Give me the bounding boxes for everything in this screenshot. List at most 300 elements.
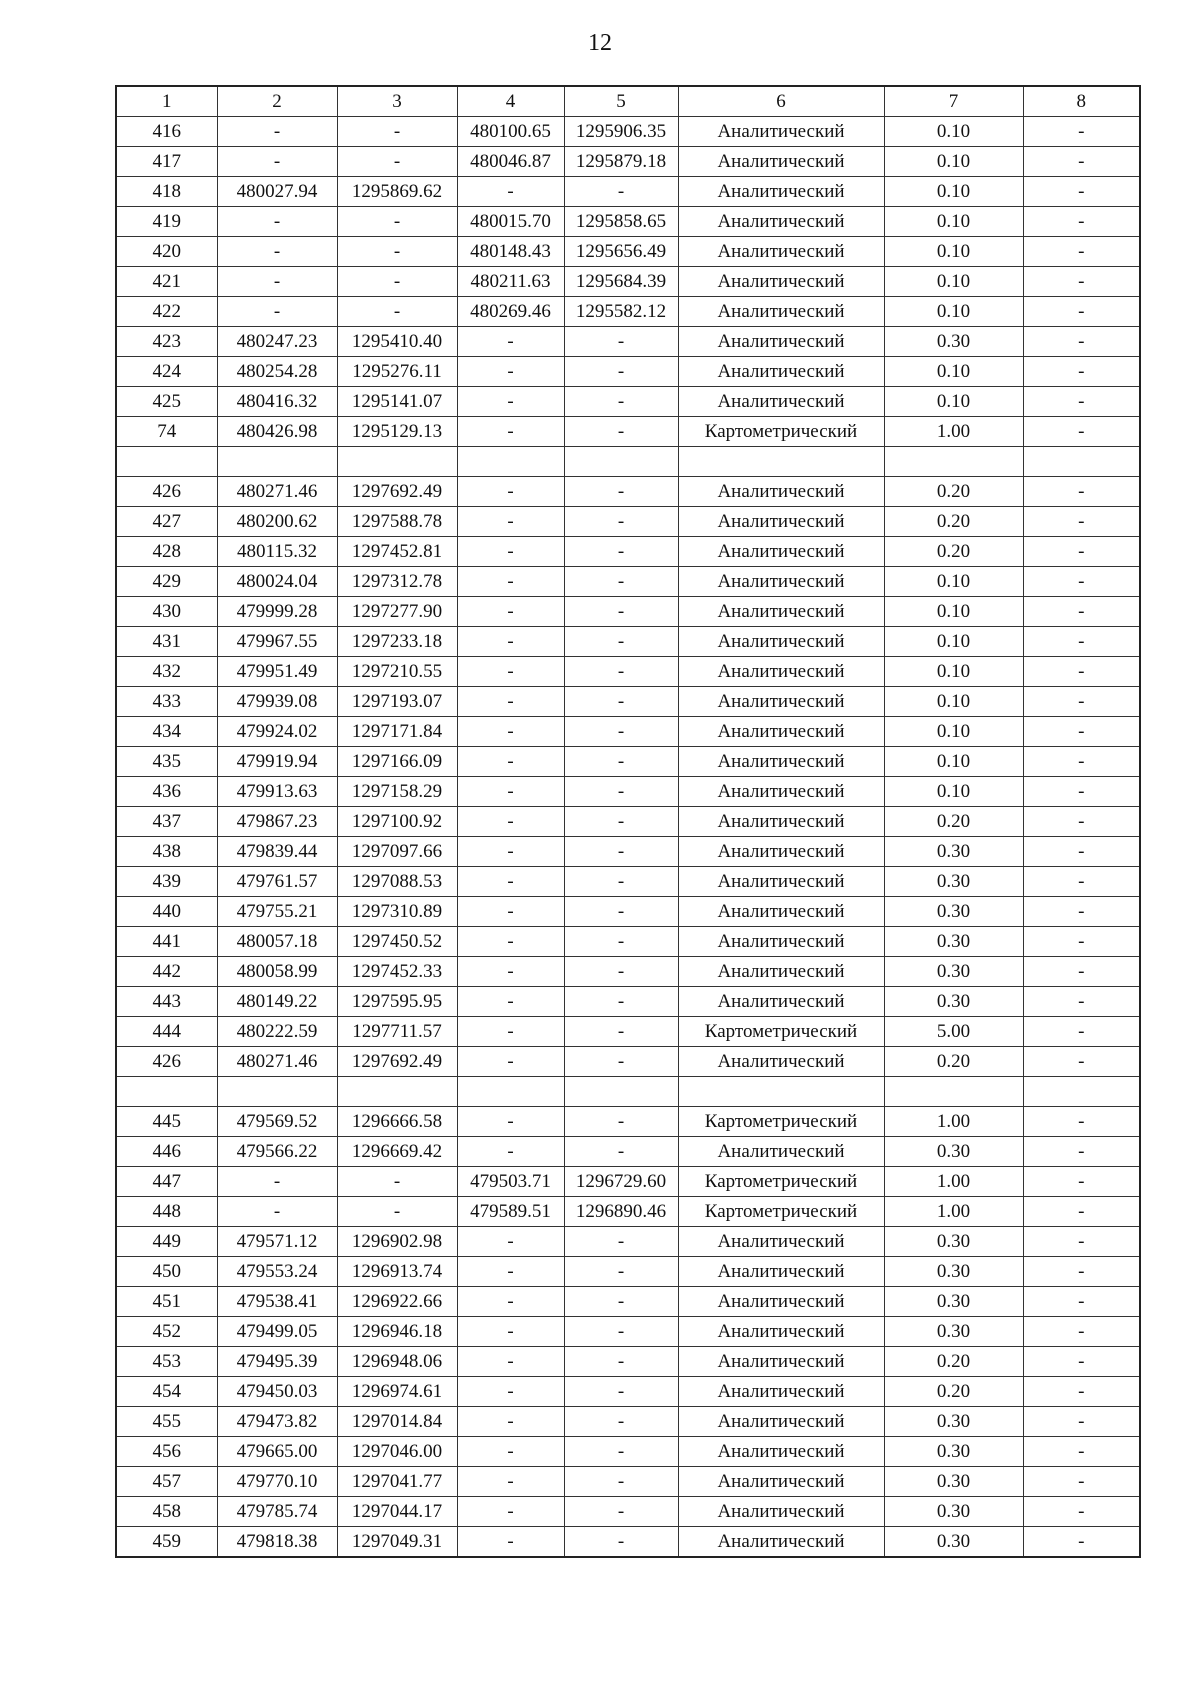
cell-point-number: 419: [116, 207, 217, 237]
table-row: [116, 177, 1140, 207]
table-row: [116, 597, 1140, 627]
cell-y-coordinate: -: [337, 207, 457, 237]
cell-point-number: 418: [116, 177, 217, 207]
cell-point-number: 449: [116, 1227, 217, 1257]
cell-accuracy: 0.30: [884, 1137, 1023, 1167]
cell-method: Аналитический: [678, 1527, 884, 1558]
cell-point-number: 441: [116, 927, 217, 957]
cell-x-coordinate-new: -: [457, 1467, 564, 1497]
cell-x-coordinate: 480027.94: [217, 177, 337, 207]
cell-y-coordinate-new: -: [564, 1317, 678, 1347]
cell-method: Аналитический: [678, 297, 884, 327]
cell-y-coordinate-new: -: [564, 957, 678, 987]
cell-note: -: [1023, 147, 1140, 177]
cell-x-coordinate-new: -: [457, 747, 564, 777]
cell-note: -: [1023, 1377, 1140, 1407]
cell-point-number: 454: [116, 1377, 217, 1407]
column-header-8: 8: [1023, 86, 1140, 117]
cell-y-coordinate-new: -: [564, 567, 678, 597]
cell-y-coordinate: 1296669.42: [337, 1137, 457, 1167]
cell-x-coordinate-new: -: [457, 507, 564, 537]
table-row: [116, 447, 1140, 477]
cell-y-coordinate-new: [564, 1077, 678, 1107]
table-row: [116, 567, 1140, 597]
cell-x-coordinate: 479538.41: [217, 1287, 337, 1317]
cell-x-coordinate-new: -: [457, 477, 564, 507]
cell-method: Аналитический: [678, 567, 884, 597]
cell-x-coordinate: 480222.59: [217, 1017, 337, 1047]
cell-accuracy: 1.00: [884, 417, 1023, 447]
cell-point-number: 428: [116, 537, 217, 567]
cell-accuracy: 0.20: [884, 477, 1023, 507]
cell-accuracy: 0.10: [884, 387, 1023, 417]
cell-y-coordinate: 1297310.89: [337, 897, 457, 927]
cell-y-coordinate-new: -: [564, 387, 678, 417]
cell-y-coordinate-new: [564, 447, 678, 477]
cell-x-coordinate: 479473.82: [217, 1407, 337, 1437]
cell-x-coordinate-new: -: [457, 717, 564, 747]
cell-point-number: 429: [116, 567, 217, 597]
cell-point-number: 434: [116, 717, 217, 747]
cell-note: -: [1023, 627, 1140, 657]
cell-x-coordinate-new: -: [457, 1257, 564, 1287]
cell-point-number: 421: [116, 267, 217, 297]
cell-point-number: [116, 1077, 217, 1107]
table-row: [116, 687, 1140, 717]
cell-x-coordinate: 480271.46: [217, 1047, 337, 1077]
cell-method: Аналитический: [678, 477, 884, 507]
cell-accuracy: 0.10: [884, 207, 1023, 237]
cell-y-coordinate: 1297088.53: [337, 867, 457, 897]
cell-x-coordinate-new: -: [457, 327, 564, 357]
cell-y-coordinate: 1297046.00: [337, 1437, 457, 1467]
table-row: [116, 327, 1140, 357]
cell-x-coordinate: 479839.44: [217, 837, 337, 867]
cell-point-number: 417: [116, 147, 217, 177]
cell-y-coordinate: 1296913.74: [337, 1257, 457, 1287]
cell-x-coordinate: 479665.00: [217, 1437, 337, 1467]
table-row: [116, 417, 1140, 447]
cell-method: Аналитический: [678, 507, 884, 537]
cell-method: Аналитический: [678, 1347, 884, 1377]
cell-x-coordinate-new: 480046.87: [457, 147, 564, 177]
cell-method: Аналитический: [678, 177, 884, 207]
cell-accuracy: 0.30: [884, 1437, 1023, 1467]
cell-x-coordinate-new: -: [457, 837, 564, 867]
cell-note: [1023, 1077, 1140, 1107]
cell-note: -: [1023, 897, 1140, 927]
cell-x-coordinate-new: -: [457, 177, 564, 207]
cell-point-number: 437: [116, 807, 217, 837]
cell-point-number: 443: [116, 987, 217, 1017]
cell-note: -: [1023, 1527, 1140, 1558]
cell-x-coordinate: 479495.39: [217, 1347, 337, 1377]
cell-point-number: 74: [116, 417, 217, 447]
cell-method: Аналитический: [678, 1257, 884, 1287]
cell-x-coordinate-new: -: [457, 1287, 564, 1317]
cell-note: -: [1023, 657, 1140, 687]
cell-y-coordinate-new: -: [564, 177, 678, 207]
cell-x-coordinate: 480115.32: [217, 537, 337, 567]
cell-y-coordinate: 1297450.52: [337, 927, 457, 957]
cell-note: -: [1023, 1017, 1140, 1047]
cell-method: Аналитический: [678, 1227, 884, 1257]
table-row: [116, 507, 1140, 537]
table-row: [116, 147, 1140, 177]
cell-y-coordinate-new: -: [564, 627, 678, 657]
cell-y-coordinate: -: [337, 1197, 457, 1227]
cell-accuracy: 0.10: [884, 297, 1023, 327]
cell-note: -: [1023, 537, 1140, 567]
cell-y-coordinate-new: -: [564, 1047, 678, 1077]
cell-x-coordinate: 480058.99: [217, 957, 337, 987]
cell-note: -: [1023, 387, 1140, 417]
cell-accuracy: 0.30: [884, 1257, 1023, 1287]
cell-y-coordinate-new: -: [564, 597, 678, 627]
cell-accuracy: 0.20: [884, 1047, 1023, 1077]
cell-y-coordinate: 1296922.66: [337, 1287, 457, 1317]
table-row: [116, 897, 1140, 927]
cell-point-number: 453: [116, 1347, 217, 1377]
cell-point-number: 442: [116, 957, 217, 987]
cell-y-coordinate-new: -: [564, 897, 678, 927]
header-row: [116, 86, 1140, 117]
cell-accuracy: 0.30: [884, 927, 1023, 957]
cell-y-coordinate-new: -: [564, 1137, 678, 1167]
cell-x-coordinate-new: [457, 447, 564, 477]
table-row: [116, 1497, 1140, 1527]
cell-note: -: [1023, 567, 1140, 597]
cell-accuracy: 0.30: [884, 1287, 1023, 1317]
cell-y-coordinate: 1297711.57: [337, 1017, 457, 1047]
cell-x-coordinate: 479919.94: [217, 747, 337, 777]
cell-y-coordinate-new: -: [564, 1407, 678, 1437]
table-row: [116, 1287, 1140, 1317]
cell-y-coordinate: 1297277.90: [337, 597, 457, 627]
cell-y-coordinate: 1297452.33: [337, 957, 457, 987]
cell-y-coordinate: 1295869.62: [337, 177, 457, 207]
cell-x-coordinate: [217, 1077, 337, 1107]
cell-x-coordinate-new: -: [457, 1377, 564, 1407]
table-row: [116, 1257, 1140, 1287]
cell-accuracy: 0.30: [884, 837, 1023, 867]
cell-y-coordinate-new: -: [564, 807, 678, 837]
cell-method: Аналитический: [678, 1377, 884, 1407]
cell-accuracy: 0.10: [884, 357, 1023, 387]
cell-point-number: 446: [116, 1137, 217, 1167]
cell-note: -: [1023, 1347, 1140, 1377]
cell-point-number: 448: [116, 1197, 217, 1227]
cell-y-coordinate-new: -: [564, 327, 678, 357]
cell-method: Аналитический: [678, 867, 884, 897]
cell-x-coordinate: 480271.46: [217, 477, 337, 507]
cell-x-coordinate-new: -: [457, 927, 564, 957]
cell-x-coordinate: 480416.32: [217, 387, 337, 417]
cell-note: -: [1023, 417, 1140, 447]
cell-x-coordinate-new: -: [457, 867, 564, 897]
table-row: [116, 1227, 1140, 1257]
cell-note: -: [1023, 597, 1140, 627]
cell-method: Аналитический: [678, 807, 884, 837]
cell-accuracy: 0.30: [884, 957, 1023, 987]
cell-y-coordinate: 1296974.61: [337, 1377, 457, 1407]
cell-note: -: [1023, 777, 1140, 807]
cell-y-coordinate-new: 1295906.35: [564, 117, 678, 147]
cell-y-coordinate-new: -: [564, 837, 678, 867]
cell-accuracy: 0.10: [884, 567, 1023, 597]
cell-accuracy: 5.00: [884, 1017, 1023, 1047]
cell-accuracy: 0.10: [884, 687, 1023, 717]
cell-y-coordinate: 1296948.06: [337, 1347, 457, 1377]
column-header-3: 3: [337, 86, 457, 117]
cell-point-number: 423: [116, 327, 217, 357]
cell-accuracy: 1.00: [884, 1107, 1023, 1137]
table-row: [116, 957, 1140, 987]
cell-y-coordinate-new: -: [564, 1257, 678, 1287]
cell-note: -: [1023, 477, 1140, 507]
page-number: 12: [588, 30, 612, 56]
cell-method: Аналитический: [678, 537, 884, 567]
cell-x-coordinate: 479967.55: [217, 627, 337, 657]
cell-x-coordinate: 479566.22: [217, 1137, 337, 1167]
cell-method: [678, 1077, 884, 1107]
cell-method: Аналитический: [678, 687, 884, 717]
cell-point-number: 438: [116, 837, 217, 867]
table-row: [116, 1077, 1140, 1107]
cell-y-coordinate: 1295276.11: [337, 357, 457, 387]
cell-x-coordinate-new: -: [457, 1497, 564, 1527]
cell-x-coordinate: 480254.28: [217, 357, 337, 387]
cell-accuracy: 0.10: [884, 117, 1023, 147]
cell-y-coordinate-new: 1295879.18: [564, 147, 678, 177]
column-header-2: 2: [217, 86, 337, 117]
cell-accuracy: 0.10: [884, 267, 1023, 297]
cell-accuracy: 0.10: [884, 717, 1023, 747]
cell-x-coordinate-new: 480015.70: [457, 207, 564, 237]
cell-y-coordinate: -: [337, 267, 457, 297]
cell-x-coordinate: [217, 447, 337, 477]
table-row: [116, 987, 1140, 1017]
cell-x-coordinate: 480149.22: [217, 987, 337, 1017]
cell-note: -: [1023, 1497, 1140, 1527]
cell-x-coordinate: 479761.57: [217, 867, 337, 897]
cell-method: Аналитический: [678, 1287, 884, 1317]
cell-y-coordinate: 1295410.40: [337, 327, 457, 357]
cell-y-coordinate-new: -: [564, 357, 678, 387]
cell-y-coordinate: 1297692.49: [337, 477, 457, 507]
cell-accuracy: 0.30: [884, 1407, 1023, 1437]
table-row: [116, 1167, 1140, 1197]
cell-point-number: 457: [116, 1467, 217, 1497]
table-row: [116, 477, 1140, 507]
cell-x-coordinate: -: [217, 297, 337, 327]
cell-method: Аналитический: [678, 627, 884, 657]
cell-note: -: [1023, 207, 1140, 237]
cell-point-number: 433: [116, 687, 217, 717]
cell-y-coordinate: 1297233.18: [337, 627, 457, 657]
cell-method: Картометрический: [678, 1197, 884, 1227]
cell-method: Аналитический: [678, 897, 884, 927]
cell-method: Аналитический: [678, 777, 884, 807]
cell-y-coordinate-new: -: [564, 927, 678, 957]
cell-y-coordinate: 1297014.84: [337, 1407, 457, 1437]
cell-accuracy: 0.20: [884, 1347, 1023, 1377]
cell-x-coordinate-new: -: [457, 387, 564, 417]
cell-method: Аналитический: [678, 717, 884, 747]
cell-note: -: [1023, 1197, 1140, 1227]
table-row: [116, 777, 1140, 807]
table-row: [116, 657, 1140, 687]
cell-point-number: 439: [116, 867, 217, 897]
cell-accuracy: 0.10: [884, 747, 1023, 777]
cell-method: Аналитический: [678, 957, 884, 987]
cell-y-coordinate: 1297452.81: [337, 537, 457, 567]
cell-y-coordinate-new: -: [564, 1287, 678, 1317]
cell-note: -: [1023, 1467, 1140, 1497]
cell-note: -: [1023, 117, 1140, 147]
cell-x-coordinate: 479755.21: [217, 897, 337, 927]
column-header-4: 4: [457, 86, 564, 117]
cell-y-coordinate-new: -: [564, 717, 678, 747]
cell-accuracy: 0.30: [884, 1317, 1023, 1347]
cell-x-coordinate: 480024.04: [217, 567, 337, 597]
cell-accuracy: 1.00: [884, 1167, 1023, 1197]
cell-y-coordinate: -: [337, 297, 457, 327]
cell-y-coordinate-new: -: [564, 477, 678, 507]
cell-method: Аналитический: [678, 927, 884, 957]
cell-y-coordinate: -: [337, 237, 457, 267]
cell-point-number: 440: [116, 897, 217, 927]
cell-point-number: 444: [116, 1017, 217, 1047]
cell-y-coordinate-new: -: [564, 1227, 678, 1257]
cell-accuracy: [884, 1077, 1023, 1107]
cell-x-coordinate-new: -: [457, 777, 564, 807]
cell-point-number: 458: [116, 1497, 217, 1527]
cell-note: -: [1023, 867, 1140, 897]
cell-accuracy: 0.30: [884, 987, 1023, 1017]
cell-x-coordinate: 479571.12: [217, 1227, 337, 1257]
cell-x-coordinate-new: -: [457, 1437, 564, 1467]
table-row: [116, 1107, 1140, 1137]
table-header: [116, 86, 1140, 117]
cell-y-coordinate-new: -: [564, 747, 678, 777]
cell-x-coordinate-new: -: [457, 657, 564, 687]
cell-y-coordinate: -: [337, 147, 457, 177]
cell-point-number: 420: [116, 237, 217, 267]
cell-x-coordinate: -: [217, 147, 337, 177]
cell-y-coordinate: 1297049.31: [337, 1527, 457, 1558]
table-row: [116, 807, 1140, 837]
cell-x-coordinate-new: -: [457, 957, 564, 987]
cell-point-number: 424: [116, 357, 217, 387]
cell-note: -: [1023, 507, 1140, 537]
table-row: [116, 1317, 1140, 1347]
cell-x-coordinate: 479553.24: [217, 1257, 337, 1287]
cell-y-coordinate-new: 1295582.12: [564, 297, 678, 327]
table-row: [116, 837, 1140, 867]
cell-x-coordinate-new: -: [457, 627, 564, 657]
cell-y-coordinate: 1296666.58: [337, 1107, 457, 1137]
cell-accuracy: 0.10: [884, 777, 1023, 807]
cell-x-coordinate-new: -: [457, 1227, 564, 1257]
column-header-5: 5: [564, 86, 678, 117]
cell-method: Аналитический: [678, 267, 884, 297]
cell-x-coordinate-new: [457, 1077, 564, 1107]
cell-y-coordinate-new: -: [564, 417, 678, 447]
column-header-1: 1: [116, 86, 217, 117]
cell-x-coordinate-new: 480148.43: [457, 237, 564, 267]
cell-method: Аналитический: [678, 387, 884, 417]
cell-x-coordinate-new: -: [457, 687, 564, 717]
cell-y-coordinate: [337, 1077, 457, 1107]
cell-note: -: [1023, 837, 1140, 867]
cell-y-coordinate-new: -: [564, 1527, 678, 1558]
cell-point-number: 456: [116, 1437, 217, 1467]
cell-note: -: [1023, 177, 1140, 207]
cell-y-coordinate: 1297041.77: [337, 1467, 457, 1497]
cell-y-coordinate: 1296946.18: [337, 1317, 457, 1347]
table-row: [116, 717, 1140, 747]
cell-y-coordinate-new: -: [564, 867, 678, 897]
cell-x-coordinate-new: 479503.71: [457, 1167, 564, 1197]
cell-y-coordinate: 1295129.13: [337, 417, 457, 447]
cell-x-coordinate-new: -: [457, 897, 564, 927]
cell-point-number: 459: [116, 1527, 217, 1558]
cell-method: Аналитический: [678, 1467, 884, 1497]
cell-y-coordinate-new: -: [564, 777, 678, 807]
cell-x-coordinate-new: 479589.51: [457, 1197, 564, 1227]
cell-y-coordinate: 1297312.78: [337, 567, 457, 597]
cell-note: -: [1023, 1167, 1140, 1197]
cell-point-number: 416: [116, 117, 217, 147]
cell-method: Аналитический: [678, 1317, 884, 1347]
table-row: [116, 357, 1140, 387]
cell-note: -: [1023, 1137, 1140, 1167]
cell-x-coordinate: 479999.28: [217, 597, 337, 627]
cell-method: Аналитический: [678, 657, 884, 687]
table-row: [116, 1197, 1140, 1227]
cell-y-coordinate-new: -: [564, 1437, 678, 1467]
table-body: [116, 117, 1140, 1558]
cell-accuracy: [884, 447, 1023, 477]
cell-point-number: [116, 447, 217, 477]
cell-y-coordinate-new: 1295656.49: [564, 237, 678, 267]
cell-x-coordinate-new: -: [457, 1527, 564, 1558]
cell-accuracy: 0.20: [884, 537, 1023, 567]
cell-point-number: 422: [116, 297, 217, 327]
cell-note: -: [1023, 747, 1140, 777]
cell-x-coordinate: 479450.03: [217, 1377, 337, 1407]
table-row: [116, 1137, 1140, 1167]
cell-method: Аналитический: [678, 1047, 884, 1077]
cell-accuracy: 0.10: [884, 627, 1023, 657]
cell-point-number: 436: [116, 777, 217, 807]
cell-point-number: 431: [116, 627, 217, 657]
cell-y-coordinate-new: -: [564, 1347, 678, 1377]
cell-x-coordinate: -: [217, 1197, 337, 1227]
cell-y-coordinate: 1297166.09: [337, 747, 457, 777]
cell-accuracy: 0.10: [884, 147, 1023, 177]
cell-y-coordinate: 1297588.78: [337, 507, 457, 537]
cell-point-number: 426: [116, 477, 217, 507]
cell-point-number: 427: [116, 507, 217, 537]
cell-method: Аналитический: [678, 237, 884, 267]
cell-x-coordinate-new: -: [457, 1407, 564, 1437]
cell-note: -: [1023, 717, 1140, 747]
cell-x-coordinate-new: -: [457, 567, 564, 597]
cell-method: Аналитический: [678, 747, 884, 777]
cell-y-coordinate-new: -: [564, 987, 678, 1017]
